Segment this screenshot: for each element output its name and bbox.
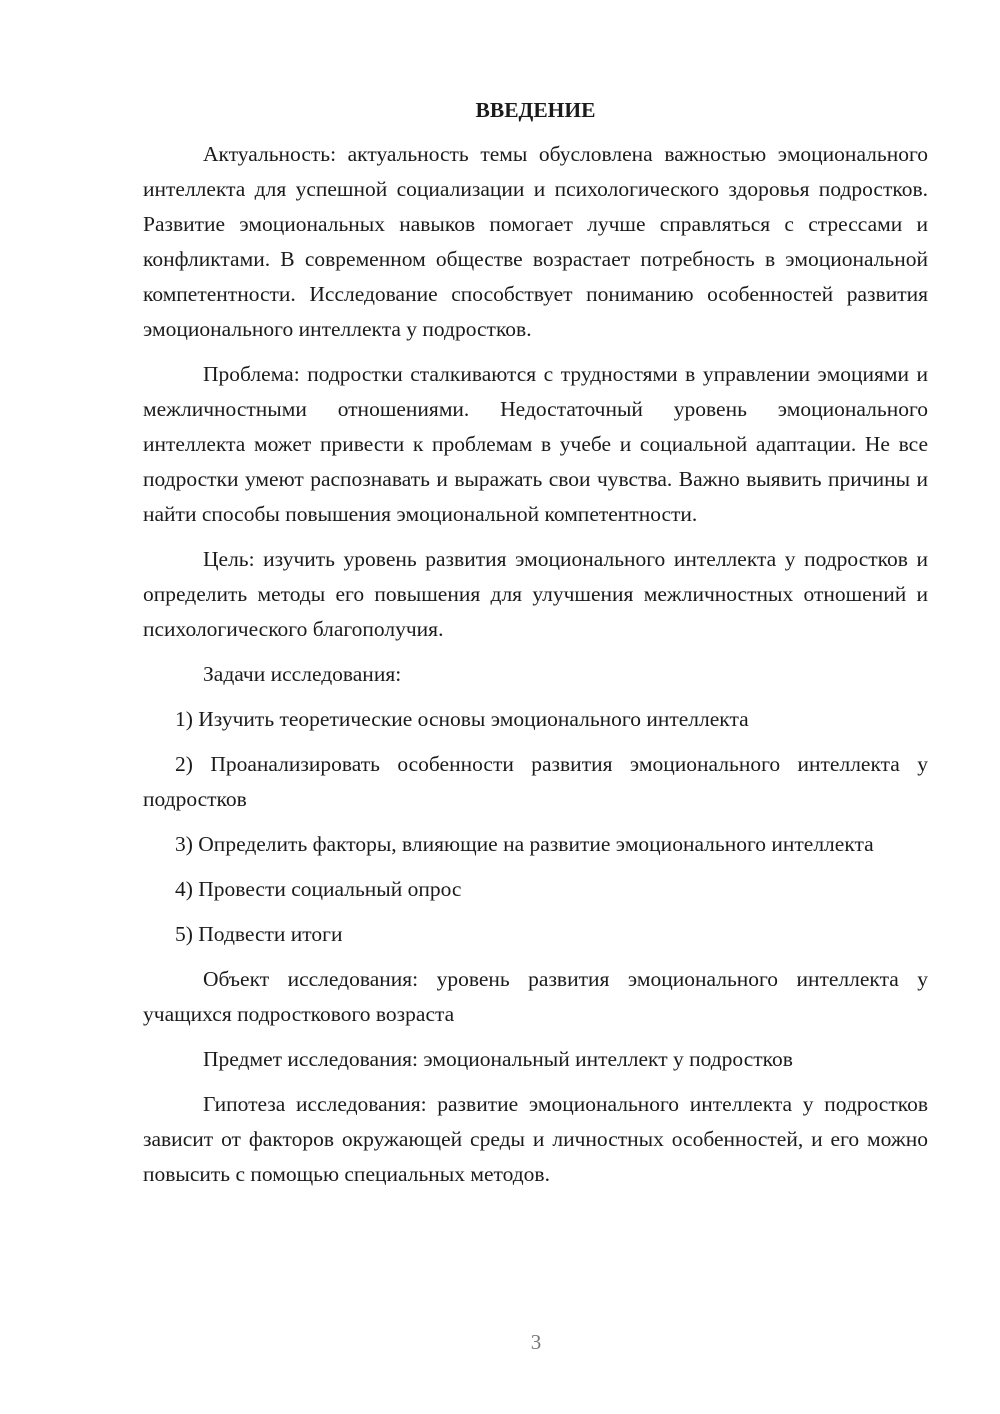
section-title: ВВЕДЕНИЕ [475,98,596,122]
task-item: 5) Подвести итоги [175,922,343,946]
document-page [143,95,928,1202]
subject-paragraph: Предмет исследования: эмоциональный интеллект у подростков [203,1047,793,1071]
hypothesis-paragraph: Гипотеза исследования: развитие эмоционального интеллекта у подростков зависит от факторов окружающей среды и личностных особенностей, и его можно повысить с помощью специальных методов. [143,1092,928,1186]
task-item: 3) Определить факторы, влияющие на развитие эмоционального интеллекта [175,832,874,856]
relevance-paragraph: Актуальность: актуальность темы обусловлена важностью эмоционального интеллекта для успешной социализации и психологического здоровья подростков. Развитие эмоциональных навыков помогает лучше справляться с стрессами и конфликтами. В современном обществе возрастает потребность в эмоциональной компетентности. Исследование способствует пониманию особенностей развития эмоционального интеллекта у подростков. [143,142,928,341]
object-paragraph: Объект исследования: уровень развития эмоционального интеллекта у учащихся подросткового возраста [143,967,928,1026]
task-item: 4) Провести социальный опрос [175,877,462,901]
problem-paragraph: Проблема: подростки сталкиваются с трудностями в управлении эмоциями и межличностными отношениями. Недостаточный уровень эмоционального интеллекта может привести к проблемам в учебе и социальной адаптации. Не все подростки умеют распознавать и выражать свои чувства. Важно выявить причины и найти способы повышения эмоциональной компетентности. [143,362,928,526]
goal-paragraph: Цель: изучить уровень развития эмоционального интеллекта у подростков и определить методы его повышения для улучшения межличностных отношений и психологического благополучия. [143,547,928,641]
page-number: 3 [530,1330,542,1354]
task-item: 1) Изучить теоретические основы эмоционального интеллекта [175,707,749,731]
tasks-heading: Задачи исследования: [203,662,402,686]
task-item: 2) Проанализировать особенности развития эмоционального интеллекта у подростков [143,752,928,811]
